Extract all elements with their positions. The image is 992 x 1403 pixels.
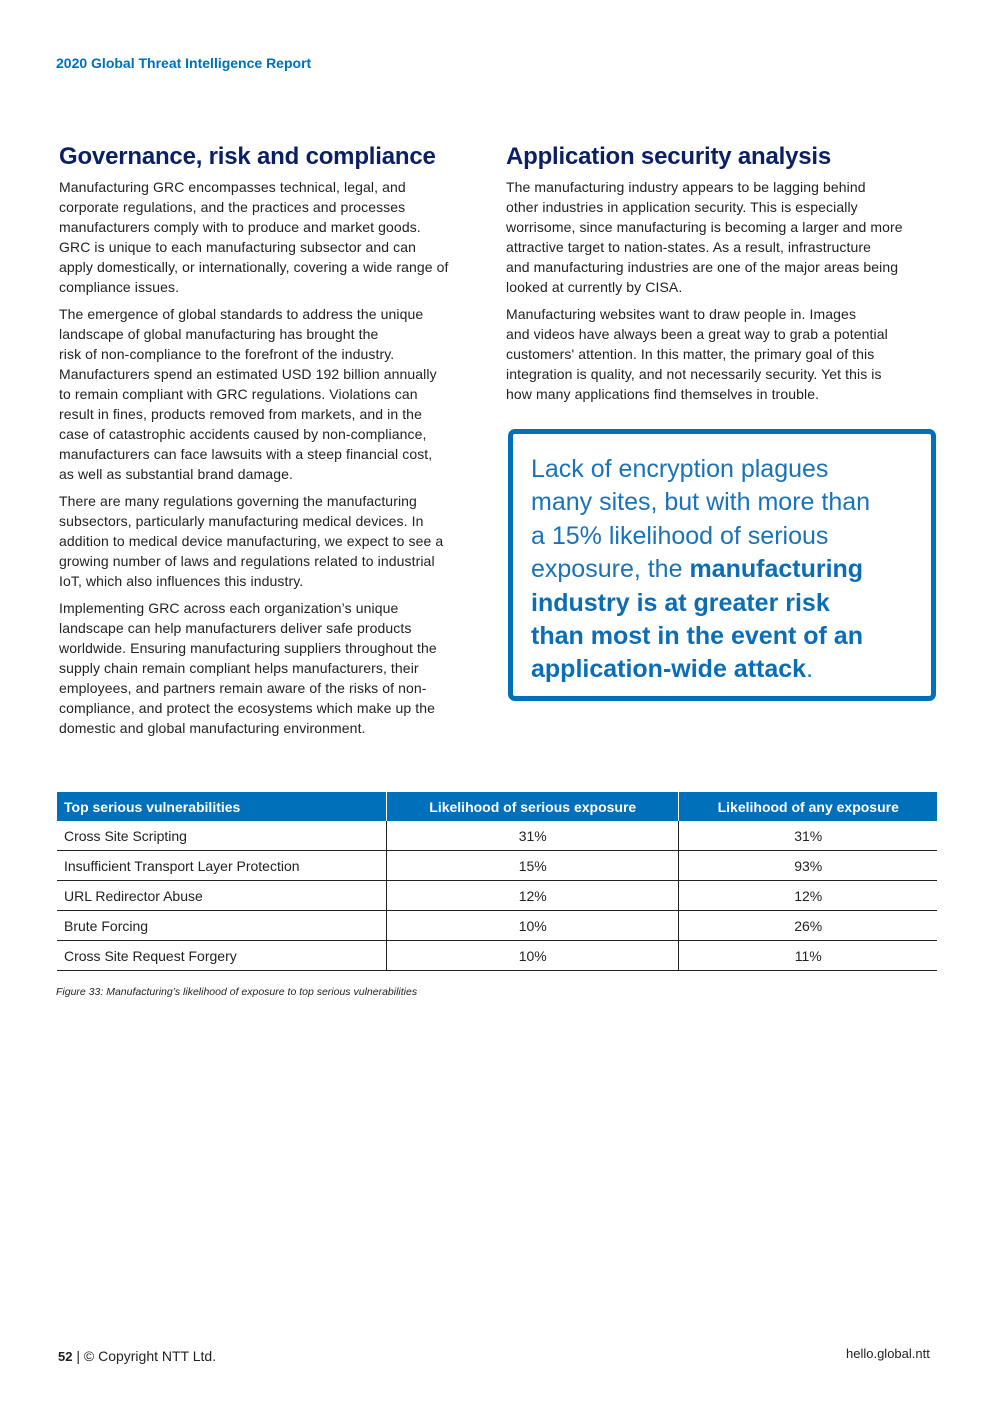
table-row bbox=[57, 911, 937, 941]
paragraph: Manufacturing GRC encompasses technical, legal, and corporate regulations, and the practices and processes manufacturers comply with to produce and market goods. GRC is unique to each manufacturing subsector and can apply domestically, or internationally, covering a wide range of compliance issues. bbox=[59, 179, 449, 295]
table-row bbox=[57, 821, 937, 851]
cell: 12% bbox=[679, 881, 937, 911]
cell: 10% bbox=[387, 941, 679, 971]
column-header: Likelihood of any exposure bbox=[679, 792, 937, 821]
paragraph: The emergence of global standards to address the unique landscape of global manufacturing has brought the risk of non-compliance to the forefront of the industry. Manufacturers spend an estimated USD 192 billion annually to remain compliant with GRC regulations. Violations can result in fines, products removed from markets, and in the case of catastrophic accidents caused by non-compliance, manufacturers can face lawsuits with a steep financial cost, as well as substantial brand damage. bbox=[59, 306, 437, 482]
table-row bbox=[57, 851, 937, 881]
section-heading: Governance, risk and compliance bbox=[59, 143, 436, 170]
cell: URL Redirector Abuse bbox=[57, 881, 387, 911]
cell: Insufficient Transport Layer Protection bbox=[57, 851, 387, 881]
footer-left bbox=[58, 1348, 216, 1364]
section-heading: Application security analysis bbox=[506, 143, 831, 170]
cell: 12% bbox=[387, 881, 679, 911]
paragraph: Manufacturing websites want to draw people in. Images and videos have always been a great way to grab a potential customers' attention. In this matter, the primary goal of this integration is quality, and not necessarily security. Yet this is how many applications find themselves in trouble. bbox=[506, 306, 888, 402]
cell: 11% bbox=[679, 941, 937, 971]
cell: Cross Site Request Forgery bbox=[57, 941, 387, 971]
left-column bbox=[59, 143, 479, 745]
table-row bbox=[57, 881, 937, 911]
figure-caption: Figure 33: Manufacturing’s likelihood of exposure to top serious vulnerabilities bbox=[56, 986, 418, 998]
paragraph: Implementing GRC across each organization’s unique landscape can help manufacturers deliver safe products worldwide. Ensuring manufacturing suppliers throughout the supply chain remain compliant helps manufacturers, their employees, and partners remain aware of the risks of non- compliance, and protect the ecosystems which make up the domestic and global manufacturing environment. bbox=[59, 600, 437, 736]
pull-quote bbox=[531, 453, 870, 687]
cell: 31% bbox=[679, 821, 937, 851]
table-header-row bbox=[57, 792, 937, 821]
cell: Brute Forcing bbox=[57, 911, 387, 941]
page-number: 52 bbox=[58, 1349, 73, 1364]
report-title: 2020 Global Threat Intelligence Report bbox=[56, 55, 312, 71]
footer-website[interactable]: hello.global.ntt bbox=[846, 1346, 930, 1361]
right-column bbox=[506, 143, 936, 411]
column-header: Likelihood of serious exposure bbox=[387, 792, 679, 821]
pull-quote-light: Lack of encryption plagues many sites, but with more than a 15% likelihood of serious exposure, the bbox=[531, 455, 871, 584]
table-row bbox=[57, 941, 937, 971]
paragraph: There are many regulations governing the manufacturing subsectors, particularly manufacturing medical devices. In addition to medical device manufacturing, we expect to see a growing number of laws and regulations related to industrial IoT, which also influences this industry. bbox=[59, 493, 444, 589]
pull-quote-end: . bbox=[806, 655, 814, 684]
cell: 10% bbox=[387, 911, 679, 941]
column-header: Top serious vulnerabilities bbox=[57, 792, 387, 821]
pull-quote-bold: manufacturing industry is at greater risk than most in the event of an application-wide attack bbox=[531, 555, 864, 684]
cell: 26% bbox=[679, 911, 937, 941]
cell: 31% bbox=[387, 821, 679, 851]
paragraph: The manufacturing industry appears to be lagging behind other industries in application security. This is especially worrisome, since manufacturing is becoming a larger and more attractive target to nation-states. As a result, infrastructure and manufacturing industries are one of the major areas being looked at currently by CISA. bbox=[506, 179, 903, 295]
copyright: | © Copyright NTT Ltd. bbox=[72, 1348, 217, 1364]
pull-quote-box bbox=[508, 429, 936, 701]
cell: 15% bbox=[387, 851, 679, 881]
cell: Cross Site Scripting bbox=[57, 821, 387, 851]
vulnerabilities-table bbox=[57, 792, 937, 971]
cell: 93% bbox=[679, 851, 937, 881]
